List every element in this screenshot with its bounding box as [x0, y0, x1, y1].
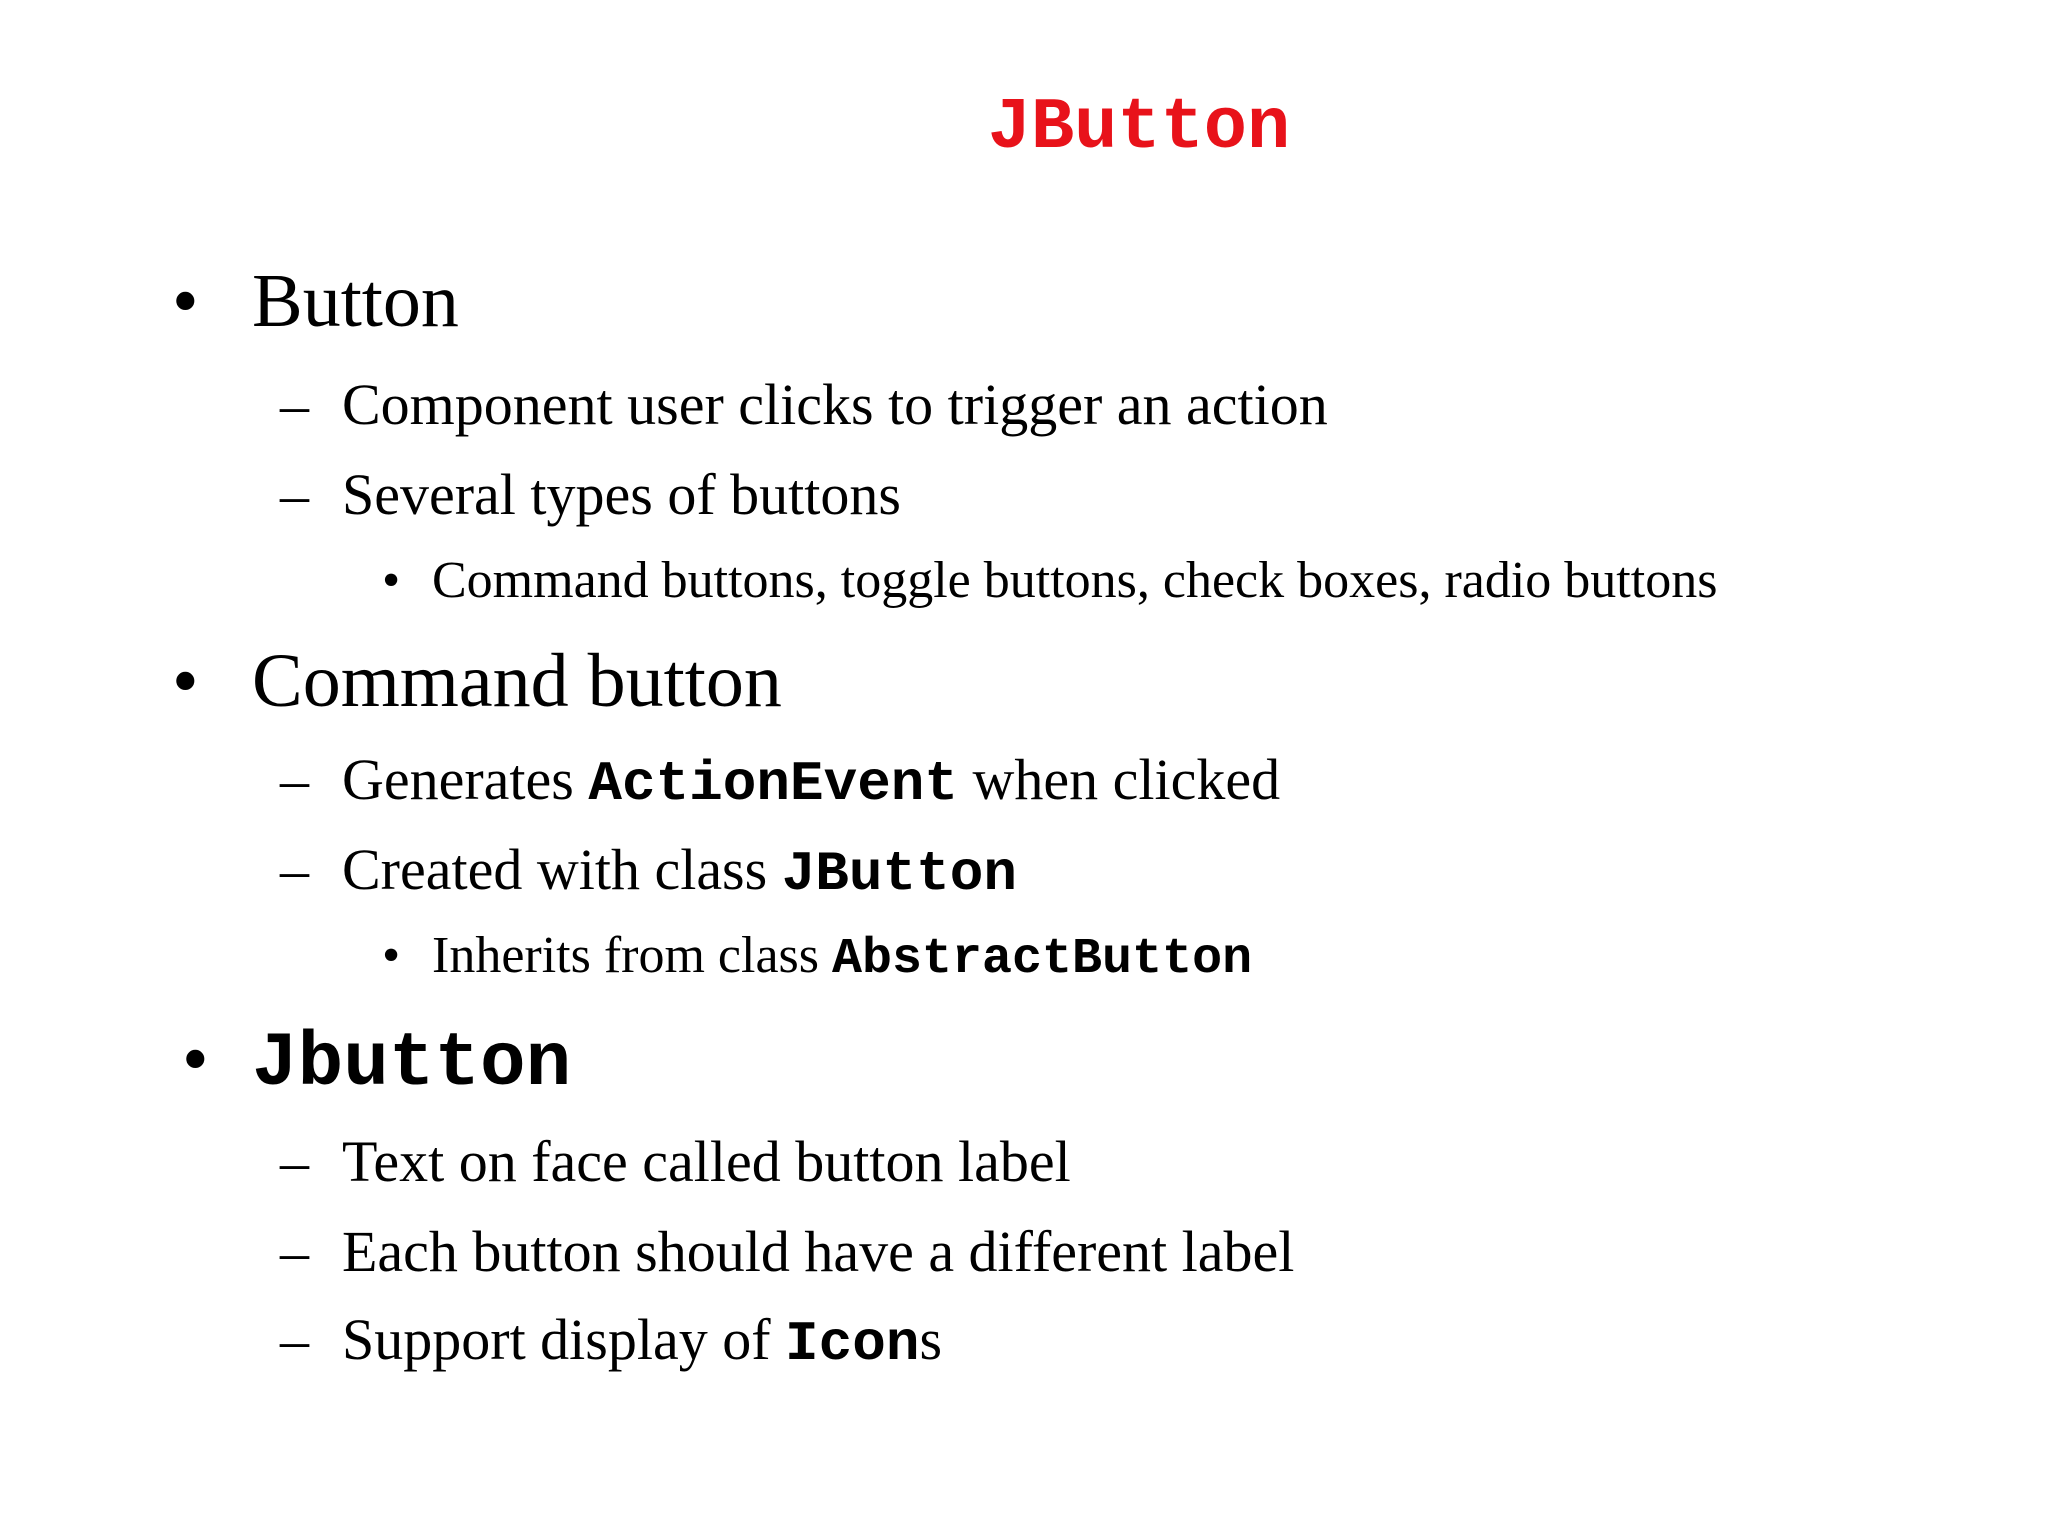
sub-bullet-several-types: Several types of buttons: [342, 462, 901, 527]
code-segment: ActionEvent: [588, 752, 959, 816]
dash-icon: –: [280, 747, 309, 812]
dash-icon: –: [280, 462, 309, 527]
sub-sub-bullet-inherits: [432, 924, 1252, 992]
bullet-icon: •: [182, 1017, 209, 1101]
bullet-icon: •: [382, 927, 401, 984]
bullet-command-button: Command button: [252, 639, 782, 723]
bullet-icon: •: [172, 259, 199, 343]
sub-bullet-component: Component user clicks to trigger an action: [342, 372, 1328, 437]
bullet-icon: •: [172, 639, 199, 723]
text-segment: s: [919, 1307, 943, 1372]
code-segment: AbstractButton: [832, 931, 1253, 988]
sub-bullet-text-on-face: Text on face called button label: [342, 1129, 1071, 1194]
sub-sub-bullet-button-types: Command buttons, toggle buttons, check boxes, radio buttons: [432, 552, 1718, 609]
dash-icon: –: [280, 1129, 309, 1194]
text-segment: when clicked: [958, 747, 1281, 812]
text-segment: Created with class: [342, 837, 782, 902]
bullet-button: Button: [252, 259, 459, 343]
dash-icon: –: [280, 837, 309, 902]
text-segment: Support display of: [342, 1307, 786, 1372]
dash-icon: –: [280, 1219, 309, 1284]
slide-title: JButton: [987, 87, 1291, 169]
code-segment: Jbutton: [252, 1021, 572, 1107]
dash-icon: –: [280, 372, 309, 437]
bullet-jbutton: [252, 1014, 571, 1109]
sub-bullet-different-label: Each button should have a different label: [342, 1219, 1295, 1284]
bullet-icon: •: [382, 552, 401, 609]
sub-bullet-created-with: [342, 835, 1017, 909]
text-segment: Generates: [342, 747, 589, 812]
text-segment: Inherits from class: [432, 927, 833, 984]
code-segment: JButton: [781, 842, 1017, 906]
code-segment: Icon: [785, 1312, 920, 1376]
sub-bullet-support-icons: [342, 1305, 942, 1379]
dash-icon: –: [280, 1307, 309, 1372]
sub-bullet-generates: [342, 745, 1280, 819]
